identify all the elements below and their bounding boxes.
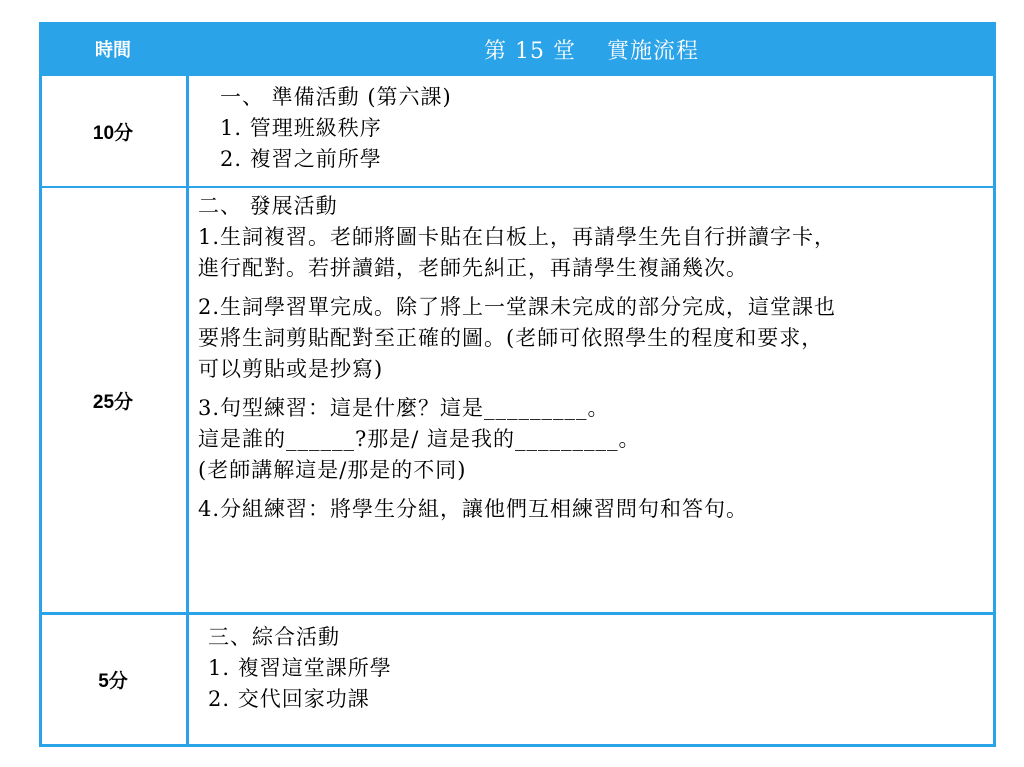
time-cell: 5分 xyxy=(98,671,128,692)
activity-line: 要將生詞剪貼配對至正確的圖。(老師可依照學生的程度和要求， xyxy=(198,326,824,350)
activity-line: 一、 準備活動 (第六課) xyxy=(220,85,452,109)
activity-line: 2.生詞學習單完成。除了將上一堂課未完成的部分完成，這堂課也 xyxy=(198,295,837,319)
time-cell: 10分 xyxy=(92,122,134,144)
activity-line: 2. 複習之前所學 xyxy=(220,147,382,171)
activity-cell xyxy=(198,191,984,525)
activity-line: 二、 發展活動 xyxy=(198,194,338,218)
activity-cell xyxy=(198,622,984,715)
activity-line: 2. 交代回家功課 xyxy=(208,687,370,711)
table-border-bottom xyxy=(39,744,996,747)
time-cell: 25分 xyxy=(92,391,134,413)
activity-line: 3.句型練習：這是什麼？這是_________。 xyxy=(198,396,610,420)
activity-line: 1.生詞複習。老師將圖卡貼在白板上，再請學生先自行拼讀字卡， xyxy=(198,225,837,249)
table-border-right xyxy=(993,22,996,747)
header-time-label: 時間 xyxy=(95,40,131,60)
activity-line: 4.分組練習：將學生分組，讓他們互相練習問句和答句。 xyxy=(198,497,749,521)
activity-line: 1. 管理班級秩序 xyxy=(220,116,382,140)
activity-line: (老師講解這是/那是的不同) xyxy=(198,458,467,482)
activity-line: 三、綜合活動 xyxy=(208,625,340,649)
activity-line: 可以剪貼或是抄寫) xyxy=(198,357,384,381)
activity-line: 這是誰的______?那是/ 這是我的_________。 xyxy=(198,427,641,451)
table-header xyxy=(39,22,996,76)
activity-cell xyxy=(198,82,984,175)
activity-line: 1. 複習這堂課所學 xyxy=(208,656,392,680)
activity-line: 進行配對。若拼讀錯，老師先糾正，再請學生複誦幾次。 xyxy=(198,256,748,280)
header-title: 第 15 堂 實施流程 xyxy=(484,38,699,64)
